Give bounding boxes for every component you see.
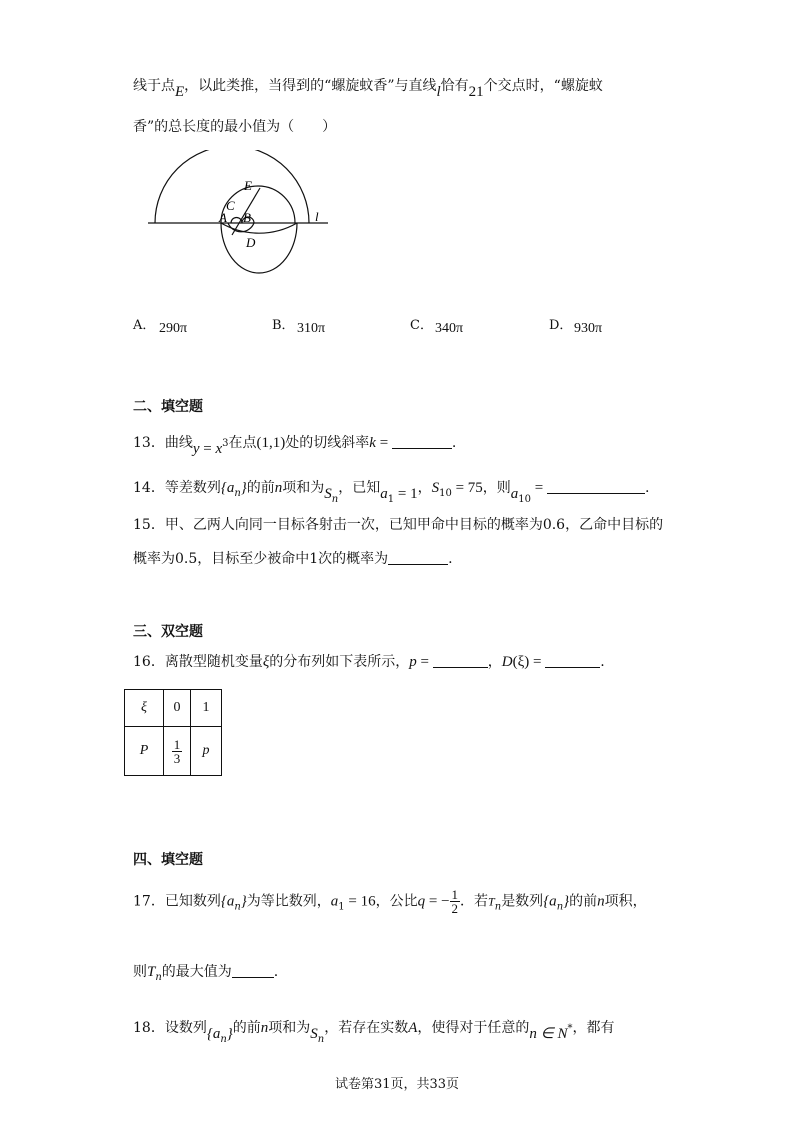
q17-line2: 则$T_n$的最大值为 . <box>133 964 279 983</box>
label-c: C <box>226 198 235 213</box>
spiral-figure <box>140 150 340 280</box>
table-cell: ξ <box>125 690 164 727</box>
page-footer: 试卷第31页，共33页 <box>334 1077 460 1092</box>
q13-answer-blank[interactable] <box>392 434 452 449</box>
q18: 18．设数列$\{a_n\}$的前n项和为$S_n$，若存在实数A，使得对于任意的n ∈ N*，都有 <box>133 1020 615 1045</box>
q17-answer-blank[interactable] <box>232 963 274 978</box>
section2-heading: 二、填空题 <box>133 399 203 415</box>
line-l: l <box>436 84 441 100</box>
label-b: B <box>243 210 251 225</box>
option-c-label: C． <box>410 318 433 333</box>
q12-line2: 香”的总长度的最小值为（ ） <box>133 119 337 135</box>
q15-line2: 概率为0.5，目标至少被命中1次的概率为 . <box>133 551 453 567</box>
q14-answer-blank[interactable] <box>547 479 645 494</box>
option-d-label: D． <box>549 318 573 333</box>
label-e: E <box>244 178 252 193</box>
label-a: A <box>219 210 227 225</box>
option-c-value: 340π <box>435 321 464 336</box>
section3-heading: 三、双空题 <box>133 624 203 640</box>
q15-answer-blank[interactable] <box>388 550 448 565</box>
table-row <box>125 690 222 727</box>
q16-d-blank[interactable] <box>545 653 600 668</box>
distribution-table <box>124 689 222 776</box>
option-b-value: 310π <box>297 321 326 336</box>
q16: 16．离散型随机变量ξ的分布列如下表所示，p = ，D(ξ) = . <box>133 654 605 670</box>
q14: 14．等差数列$\{a_n\}$的前n项和为$S_n$，已知$a_1 = 1$，$S_{10} = 75$，则$a_{10}$ = . <box>133 480 650 505</box>
table-cell <box>164 727 191 776</box>
table-cell: 1 <box>191 690 222 727</box>
option-b-label: B． <box>272 318 295 333</box>
fraction-one-half: $\frac{1}{2}$ <box>451 887 459 916</box>
q15-line1: 15．甲、乙两人向同一目标各射击一次，已知甲命中目标的概率为0.6，乙命中目标的 <box>133 517 664 533</box>
section4-heading: 四、填空题 <box>133 852 203 868</box>
q13: 13．曲线$y = x^3$在点(1,1)处的切线斜率k = . <box>133 435 457 457</box>
option-d-value: 930π <box>574 321 603 336</box>
option-a-value: 290π <box>159 321 188 336</box>
label-l: l <box>315 209 319 224</box>
table-cell: 0 <box>164 690 191 727</box>
label-d: D <box>246 235 256 250</box>
fraction-one-third: $\frac{1}{3}$ <box>173 736 181 766</box>
q17-line1: 17．已知数列$\{a_n\}$为等比数列，$a_1 = 16$，公比q = − $\frac{1}{2}$ ．若$T_n$是数列$\{a_n\}$的前n项积， <box>133 887 647 916</box>
table-row <box>125 727 222 776</box>
count-21: 21 <box>468 84 484 100</box>
point-e: E <box>175 84 185 100</box>
middle-arc-lower <box>221 223 297 233</box>
table-cell: P <box>125 727 164 776</box>
table-cell: p <box>191 727 222 776</box>
option-a-label: A． <box>133 318 156 333</box>
q12-line1: 线于点E，以此类推，当得到的“螺旋蚊香”与直线l恰有21个交点时，“螺旋蚊 <box>133 78 603 100</box>
q16-p-blank[interactable] <box>433 653 488 668</box>
